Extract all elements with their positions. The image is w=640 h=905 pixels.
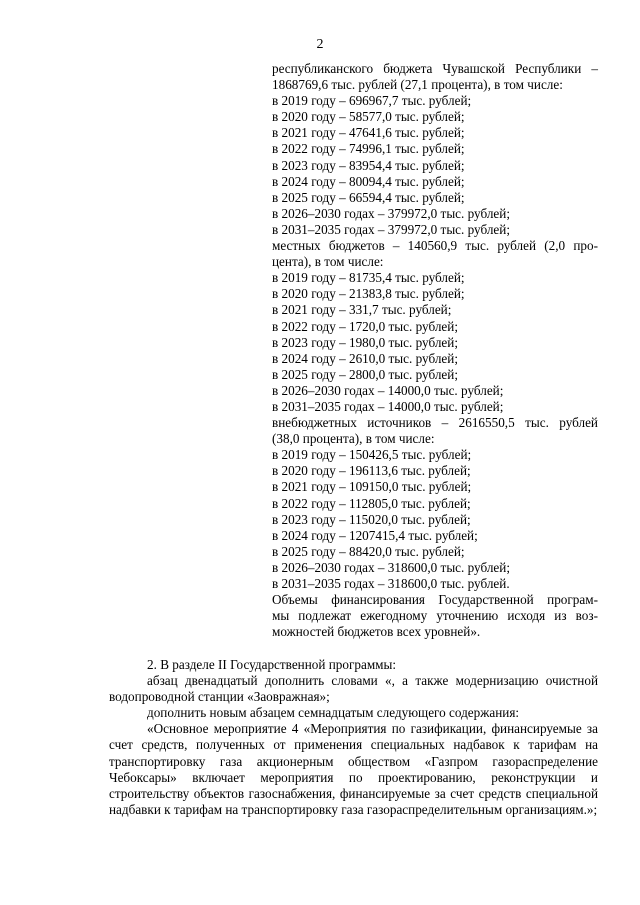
funding-line: в 2021 году – 47641,6 тыс. рублей; (272, 125, 465, 141)
funding-line: в 2025 году – 66594,4 тыс. рублей; (272, 189, 465, 205)
funding-line: в 2026–2030 годах – 318600,0 тыс. рублей; (272, 559, 510, 575)
funding-line: в 2023 году – 1980,0 тыс. рублей; (272, 334, 458, 350)
funding-line: в 2020 году – 58577,0 тыс. рублей; (272, 109, 465, 125)
new-paragraph-17-text: «Основное мероприятие 4 «Мероприятия по газификации, финансируемые за счет средств, полученных от применения специальных надбавок к тарифам на транспортировку газа акционерным обществом «Газпром газораспределение Чебоксары» включает мероприятия по проектированию, реконструкции и строительству объектов газоснабжения, финансируемые за счет средств специальной надбавки к тарифам на транспортировку газа газораспределительным организациям.»; (109, 721, 598, 817)
funding-line: Объемы финансирования Государственной програм- (272, 592, 598, 608)
new-paragraph-intro: дополнить новым абзацем семнадцатым следующего содержания: (147, 705, 520, 721)
funding-line: внебюджетных источников – 2616550,5 тыс. рублей (272, 415, 598, 431)
page-number: 2 (316, 37, 324, 52)
paragraph-12-addition: абзац двенадцатый дополнить словами «, а также модернизацию очистной водопроводной станции «Заовражная»; (109, 673, 598, 705)
funding-line: в 2025 году – 2800,0 тыс. рублей; (272, 366, 458, 382)
amendment-item-2: 2. В разделе II Государственной программы: (147, 657, 397, 672)
funding-line: в 2031–2035 годах – 14000,0 тыс. рублей; (272, 398, 504, 414)
funding-line: в 2020 году – 196113,6 тыс. рублей; (272, 463, 471, 479)
funding-line: в 2019 году – 81735,4 тыс. рублей; (272, 270, 465, 286)
funding-line: в 2021 году – 331,7 тыс. рублей; (272, 302, 452, 318)
funding-line: местных бюджетов – 140560,9 тыс. рублей (2,0 про- (272, 238, 598, 254)
funding-line: в 2026–2030 годах – 379972,0 тыс. рублей; (272, 205, 510, 221)
funding-line: в 2022 году – 1720,0 тыс. рублей; (272, 318, 458, 334)
funding-line: 1868769,6 тыс. рублей (27,1 процента), в том числе: (272, 77, 563, 93)
funding-line: в 2031–2035 годах – 379972,0 тыс. рублей; (272, 221, 510, 237)
funding-line: в 2023 году – 83954,4 тыс. рублей; (272, 157, 465, 173)
amendments-body (109, 657, 598, 818)
funding-line: в 2024 году – 80094,4 тыс. рублей; (272, 173, 465, 189)
funding-line: в 2026–2030 годах – 14000,0 тыс. рублей; (272, 382, 504, 398)
funding-line: можностей бюджетов всех уровней». (272, 624, 481, 640)
funding-line: в 2024 году – 2610,0 тыс. рублей; (272, 350, 458, 366)
funding-line: в 2023 году – 115020,0 тыс. рублей; (272, 511, 471, 527)
funding-line: цента), в том числе: (272, 254, 384, 270)
funding-line: в 2022 году – 112805,0 тыс. рублей; (272, 495, 471, 511)
funding-line: в 2019 году – 696967,7 тыс. рублей; (272, 93, 472, 109)
funding-line: в 2025 году – 88420,0 тыс. рублей; (272, 543, 465, 559)
funding-line: в 2019 году – 150426,5 тыс. рублей; (272, 447, 472, 463)
funding-line: в 2024 году – 1207415,4 тыс. рублей; (272, 527, 478, 543)
funding-line: в 2021 году – 109150,0 тыс. рублей; (272, 479, 472, 495)
funding-breakdown-column (272, 61, 598, 640)
funding-line: мы подлежат ежегодному уточнению исходя из воз- (272, 608, 598, 624)
funding-line: республиканского бюджета Чувашской Республики – (272, 61, 598, 76)
funding-line: (38,0 процента), в том числе: (272, 431, 435, 447)
funding-line: в 2031–2035 годах – 318600,0 тыс. рублей. (272, 576, 510, 591)
funding-line: в 2020 году – 21383,8 тыс. рублей; (272, 286, 465, 302)
funding-line: в 2022 году – 74996,1 тыс. рублей; (272, 141, 465, 157)
